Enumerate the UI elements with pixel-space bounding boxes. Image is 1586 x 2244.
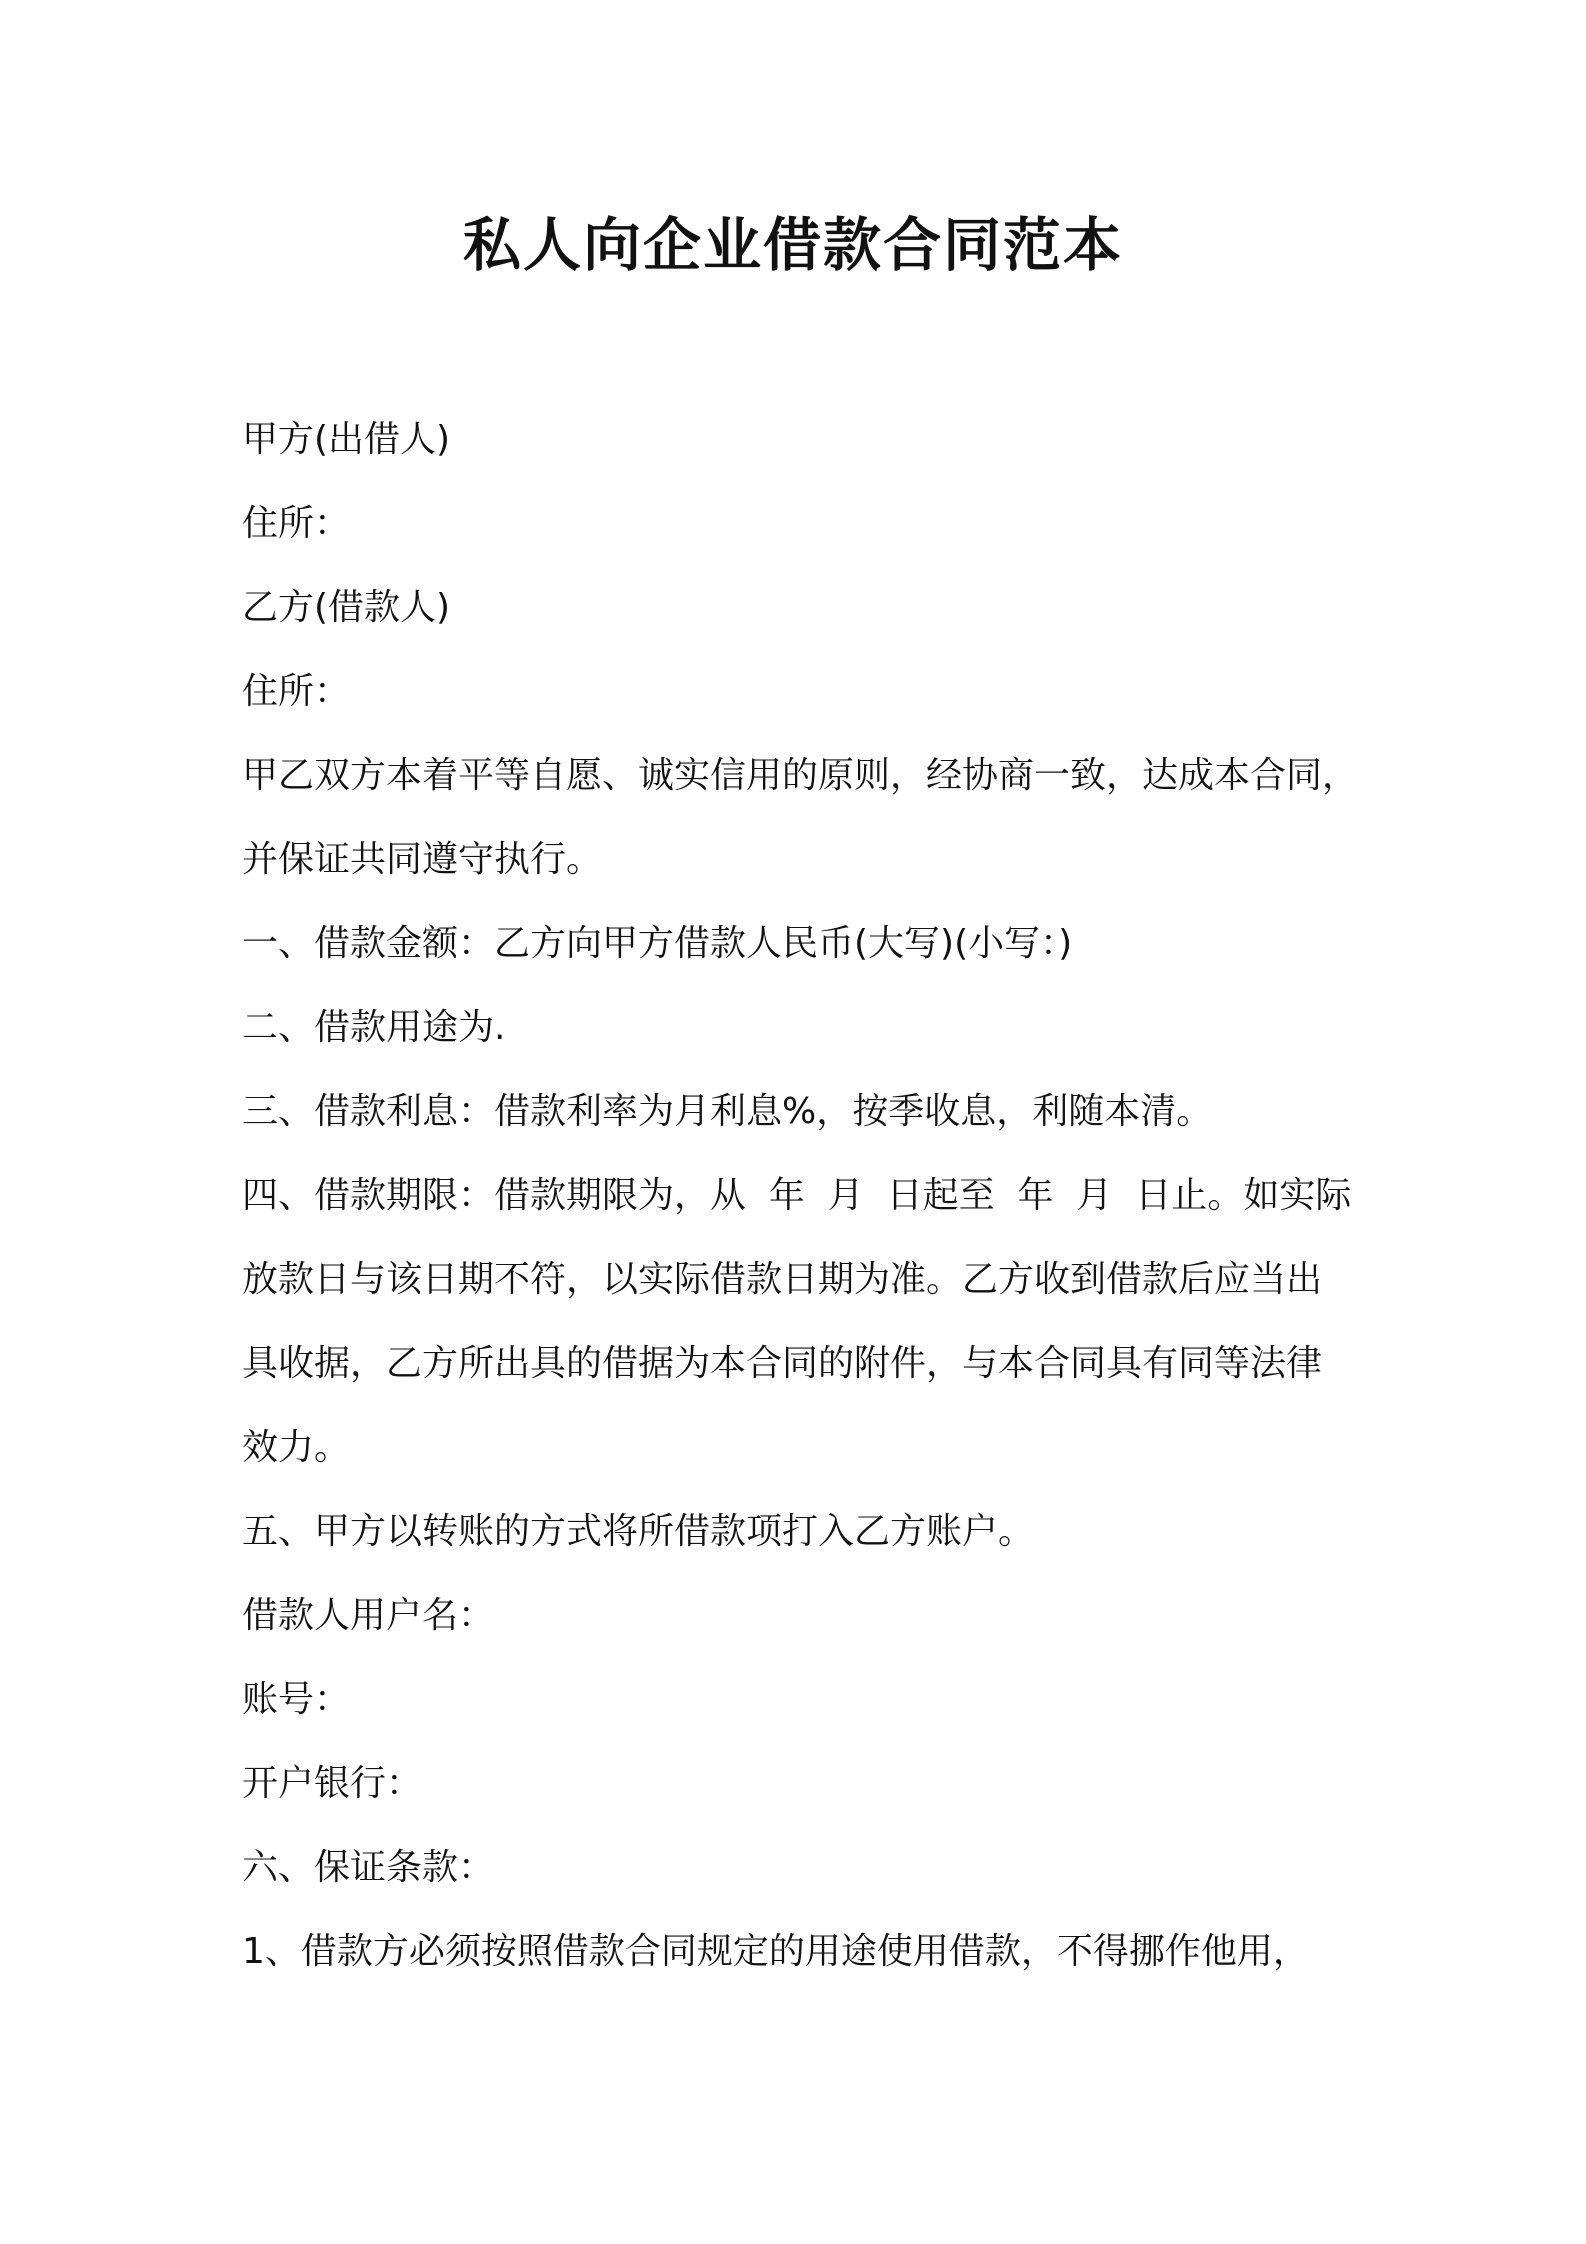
borrower-account-name-line: 借款人用户名： (242, 1595, 495, 1636)
document-title: 私人向企业借款合同范本 (462, 211, 1123, 279)
party-b-borrower-line: 乙方(借款人) (242, 587, 451, 628)
opening-bank-line: 开户银行： (242, 1763, 423, 1804)
preamble-line-1: 甲乙双方本着平等自愿、诚实信用的原则，经协商一致，达成本合同， (242, 755, 1359, 796)
clause-5-transfer-method: 五、甲方以转账的方式将所借款项打入乙方账户。 (242, 1511, 1035, 1552)
document-body (242, 398, 1362, 1994)
guarantee-item-1-line: 1、借款方必须按照借款合同规定的用途使用借款，不得挪作他用， (242, 1931, 1309, 1972)
party-a-address-line: 住所： (242, 503, 351, 544)
clause-4-loan-term-line-2: 放款日与该日期不符，以实际借款日期为准。乙方收到借款后应当出 (242, 1259, 1323, 1300)
clause-1-loan-amount: 一、借款金额：乙方向甲方借款人民币(大写)(小写：) (242, 923, 1073, 964)
clause-2-loan-purpose: 二、借款用途为. (242, 1007, 506, 1048)
clause-4-loan-term-line-4: 效力。 (242, 1427, 351, 1468)
clause-3-loan-interest: 三、借款利息：借款利率为月利息%，按季收息，利随本清。 (242, 1091, 1213, 1132)
clause-4-loan-term-line-1: 四、借款期限：借款期限为，从 年 月 日起至 年 月 日止。如实际 (242, 1175, 1352, 1216)
party-b-address-line: 住所： (242, 671, 351, 712)
clause-6-guarantee-heading: 六、保证条款： (242, 1847, 495, 1888)
party-a-lender-line: 甲方(出借人) (242, 419, 451, 460)
account-number-line: 账号： (242, 1679, 351, 1720)
clause-4-loan-term-line-3: 具收据，乙方所出具的借据为本合同的附件，与本合同具有同等法律 (242, 1343, 1323, 1384)
preamble-line-2: 并保证共同遵守执行。 (242, 839, 603, 880)
